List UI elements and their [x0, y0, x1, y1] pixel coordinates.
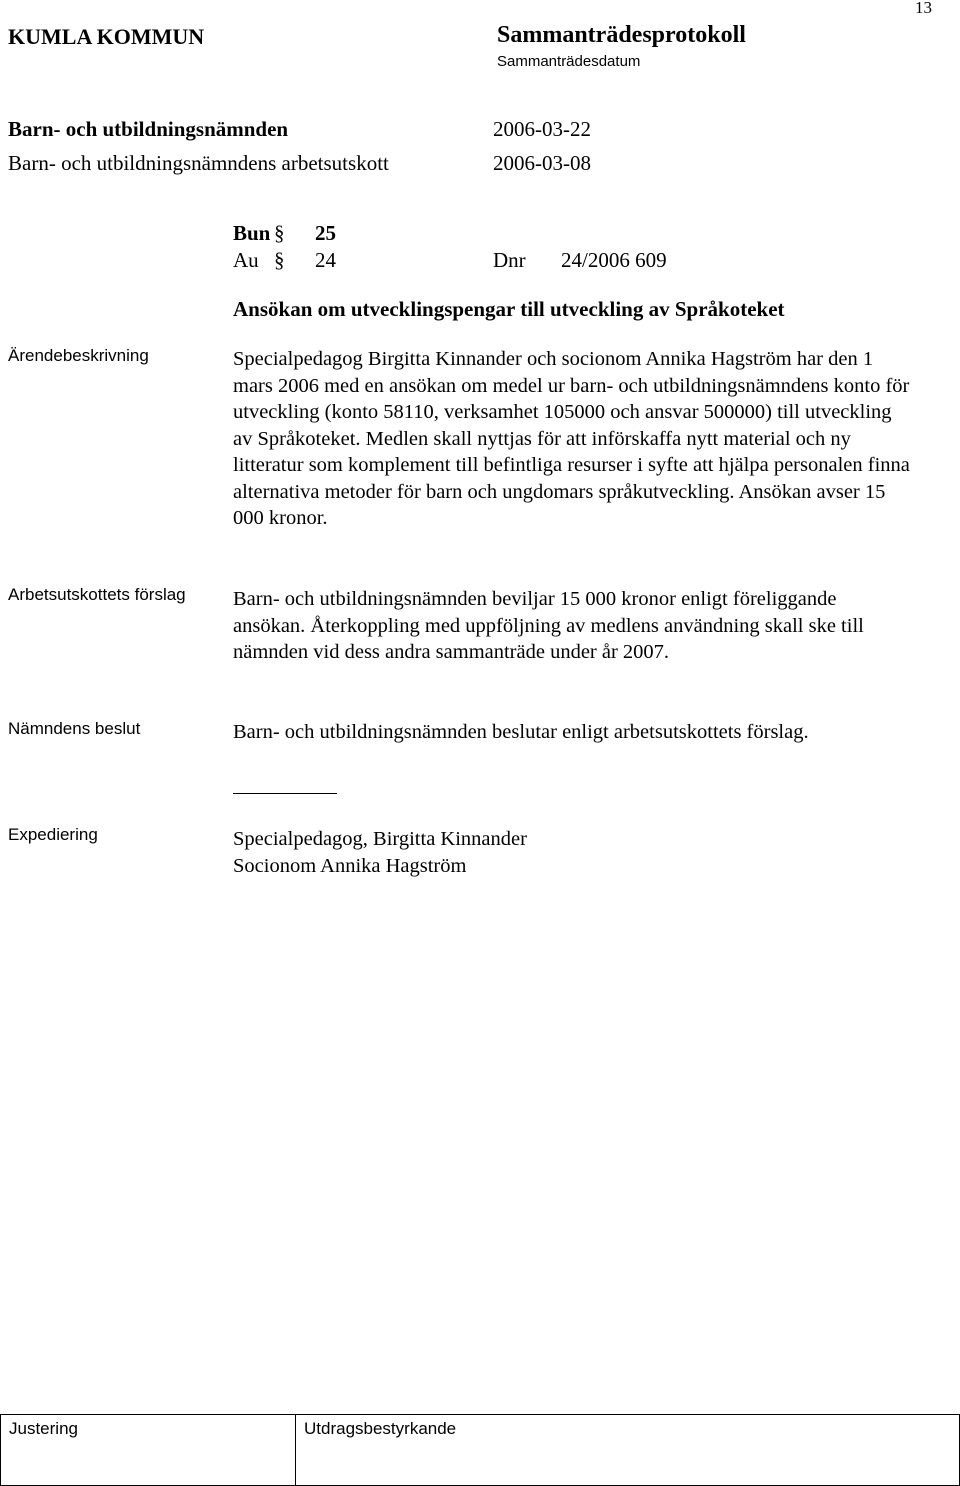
meeting-name-board: Barn- och utbildningsnämnden	[8, 117, 289, 141]
paragraph-title: Ansökan om utvecklingspengar till utveckling av Språkoteket	[233, 297, 785, 321]
dnr-label: Dnr	[493, 248, 526, 272]
organization-name: KUMLA KOMMUN	[8, 24, 205, 49]
dispatch-recipient: Specialpedagog, Birgitta Kinnander	[233, 828, 527, 850]
adjustment-label: Justering	[9, 1419, 78, 1438]
signature-divider	[233, 793, 337, 794]
decision-text: Barn- och utbildningsnämnden beslutar enligt arbetsutskottets förslag.	[233, 721, 809, 743]
meeting-date-board: 2006-03-22	[493, 117, 591, 141]
proposal-label: Arbetsutskottets förslag	[8, 585, 186, 604]
au-label: Au	[233, 248, 259, 272]
meeting-date-label: Sammanträdesdatum	[497, 53, 641, 70]
description-label: Ärendebeskrivning	[8, 346, 149, 365]
dispatch-recipient: Socionom Annika Hagström	[233, 854, 467, 877]
proposal-text: Barn- och utbildningsnämnden beviljar 15 000 kronor enligt föreliggande ansökan. Återkoppling med uppföljning av medlens användning skall ske till nämnden vid dess andra sammanträde under år 2007.	[233, 588, 864, 663]
description-text: Specialpedagog Birgitta Kinnander och socionom Annika Hagström har den 1 mars 2006 med en ansökan om medel ur barn- och utbildningsnämndens konto för utveckling (konto 58110, verksamhet 105000 och ansvar 500000) till utveckling av Språkoteket. Medlen skall nyttjas för att införskaffa nytt material och ny litteratur som komplement till befintliga resurser i syfte att hjälpa personalen finna alternativa metoder för barn och ungdomars språkutveckling. Ansökan avser 15 000 kronor.	[233, 348, 910, 529]
bun-section-symbol: §	[274, 221, 285, 245]
decision-label: Nämndens beslut	[8, 719, 141, 738]
adjustment-cell	[1, 1415, 296, 1486]
certification-label: Utdragsbestyrkande	[304, 1419, 457, 1438]
bun-label: Bun	[233, 221, 271, 245]
decision-body	[233, 719, 833, 746]
footer-signature-table	[0, 1414, 960, 1486]
certification-cell	[296, 1415, 960, 1486]
au-section-symbol: §	[274, 248, 285, 272]
au-number: 24	[315, 248, 336, 272]
dnr-value: 24/2006 609	[561, 248, 667, 272]
meeting-name-committee: Barn- och utbildningsnämndens arbetsutskott	[8, 151, 389, 175]
meeting-date-committee: 2006-03-08	[493, 151, 591, 175]
document-type: Sammanträdesprotokoll	[497, 22, 746, 48]
dispatch-label: Expediering	[8, 825, 98, 844]
proposal-body	[233, 586, 913, 666]
page-number: 13	[915, 0, 932, 17]
description-body	[233, 346, 913, 532]
dispatch-body	[233, 826, 923, 879]
bun-number: 25	[315, 221, 336, 245]
